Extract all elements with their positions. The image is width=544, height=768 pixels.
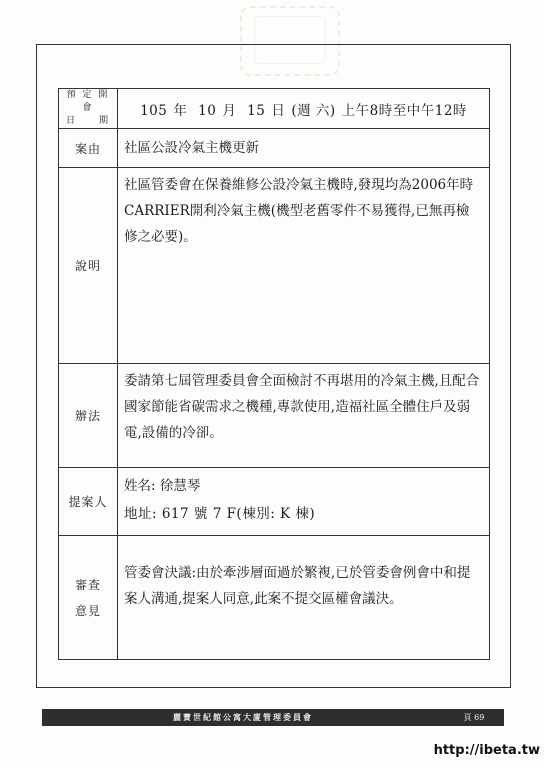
date-month-unit: 月 bbox=[222, 102, 237, 119]
date-weekday: (週 六) bbox=[291, 102, 336, 119]
subject-label: 案由 bbox=[59, 129, 118, 168]
proposer-name: 徐慧琴 bbox=[159, 478, 201, 494]
date-day-unit: 日 bbox=[271, 102, 286, 119]
date-month: 10 bbox=[198, 102, 217, 119]
proposer-name-label: 姓名: bbox=[124, 478, 156, 494]
subject-text: 社區公設冷氣主機更新 bbox=[118, 129, 490, 168]
description-text: 社區管委會在保養維修公設冷氣主機時,發現均為2006年時CARRIER開利冷氣主機(機型老舊零件不易獲得,已無再檢修之必要)。 bbox=[118, 168, 490, 364]
date-year-unit: 年 bbox=[173, 102, 188, 119]
method-row bbox=[59, 364, 490, 468]
date-label-cell bbox=[59, 89, 118, 129]
page-number: 頁 69 bbox=[463, 713, 485, 722]
date-year: 105 bbox=[140, 102, 168, 119]
review-label-cell bbox=[59, 536, 118, 660]
proposer-address: 地址: 617 號 7 F(棟別: K 棟) bbox=[124, 506, 316, 522]
subject-row bbox=[59, 129, 490, 168]
review-text: 管委會決議:由於牽涉層面過於繁複,已於管委會例會中和提案人溝通,提案人同意,此案不提交區權會議決。 bbox=[118, 536, 490, 660]
footer-bar bbox=[42, 709, 504, 726]
method-text: 委請第七屆管理委員會全面檢討不再堪用的冷氣主機,且配合國家節能省碳需求之機種,專款使用,造福社區全體住戶及弱電,設備的冷卻。 bbox=[118, 364, 490, 468]
date-label-line1: 預 定 開 會 bbox=[66, 90, 110, 113]
date-time: 上午8時至中午12時 bbox=[341, 102, 467, 119]
date-label-line2: 日 期 bbox=[65, 116, 110, 126]
date-row bbox=[59, 89, 490, 129]
method-label: 辦法 bbox=[59, 364, 118, 468]
footer-organization: 麗寶世紀館公寓大廈管理委員會 bbox=[173, 712, 313, 722]
review-row bbox=[59, 536, 490, 660]
watermark-url: http://ibeta.tw bbox=[433, 743, 540, 758]
date-day: 15 bbox=[247, 102, 266, 119]
proposal-form-table bbox=[58, 88, 490, 660]
proposer-row bbox=[59, 468, 490, 536]
description-label: 說明 bbox=[59, 168, 118, 364]
proposer-name-line bbox=[124, 472, 481, 500]
proposer-label: 提案人 bbox=[59, 468, 118, 536]
proposer-cell bbox=[118, 468, 490, 536]
meeting-date bbox=[118, 89, 490, 129]
review-label-line2: 意見 bbox=[74, 603, 101, 618]
review-label-line1: 審查 bbox=[74, 577, 101, 592]
description-row bbox=[59, 168, 490, 364]
